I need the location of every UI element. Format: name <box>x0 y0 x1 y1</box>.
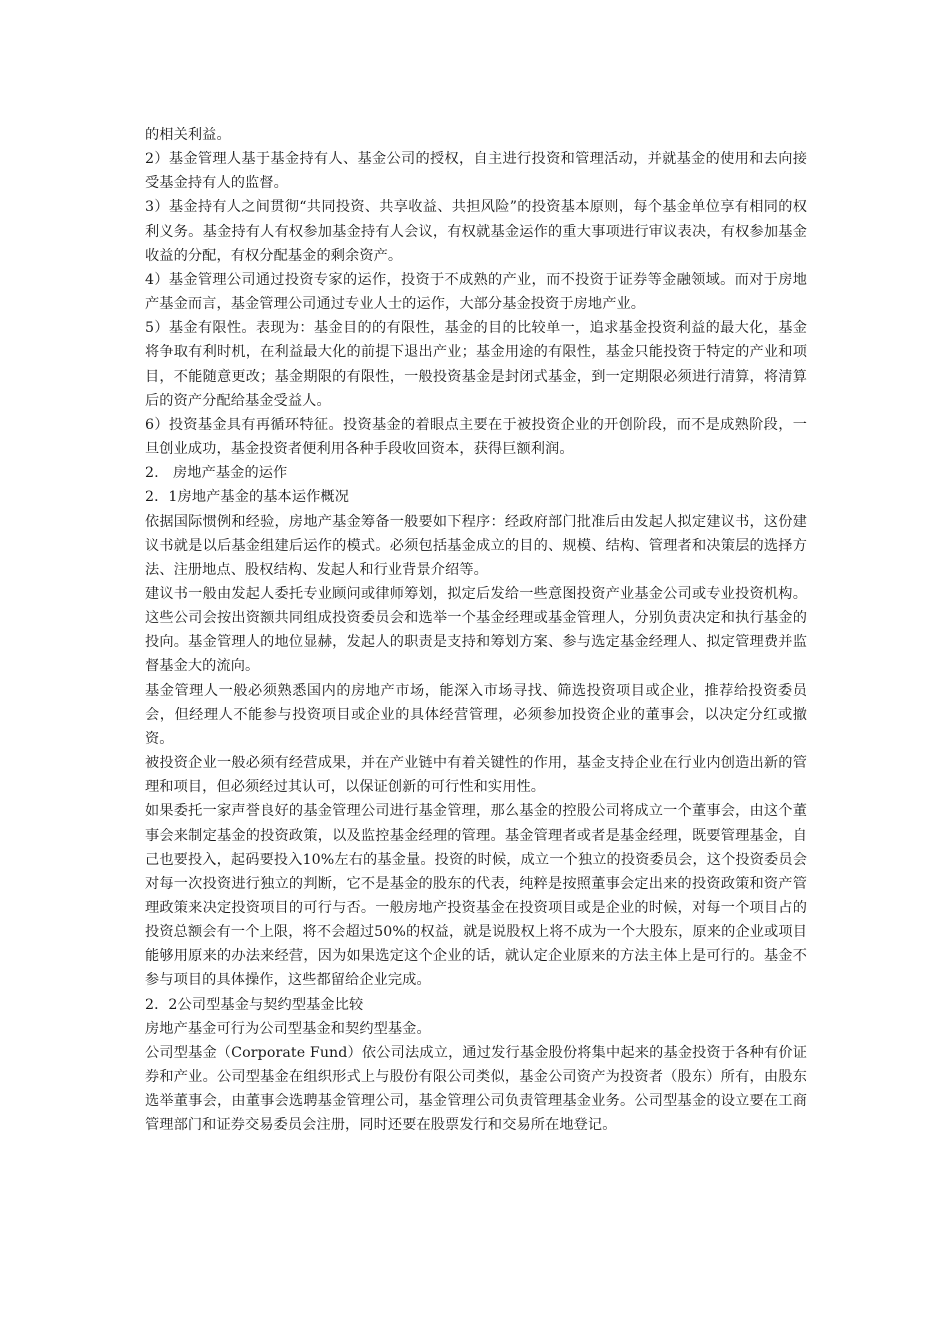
paragraph-item-2: 2）基金管理人基于基金持有人、基金公司的授权，自主进行投资和管理活动，并就基金的使用和去向接受基金持有人的监督。 <box>145 151 807 192</box>
paragraph-continuation: 的相关利益。 <box>145 127 231 143</box>
paragraph-item-3: 3）基金持有人之间贯彻“共同投资、共享收益、共担风险”的投资基本原则，每个基金单位享有相同的权利义务。基金持有人有权参加基金持有人会议，有权就基金运作的重大事项进行审议表决，有权参加基金收益的分配，有权分配基金的剩余资产。 <box>145 199 807 264</box>
paragraph-corporate-fund: 公司型基金（Corporate Fund）依公司法成立，通过发行基金股份将集中起来的基金投资于各种有价证券和产业。公司型基金在组织形式上与股份有限公司类似，基金公司资产为投资者（股东）所有，由股东选举董事会，由董事会选聘基金管理公司，基金管理公司负责管理基金业务。公司型基金的设立要在工商管理部门和证券交易委员会注册，同时还要在股票发行和交易所在地登记。 <box>145 1044 807 1134</box>
document-body <box>145 123 807 1138</box>
paragraph-procedure: 依据国际惯例和经验，房地产基金筹备一般要如下程序：经政府部门批准后由发起人拟定建议书，这份建议书就是以后基金组建后运作的模式。必须包括基金成立的目的、规模、结构、管理者和决策层的选择方法、注册地点、股权结构、发起人和行业背景介绍等。 <box>145 513 807 578</box>
paragraph-item-6: 6）投资基金具有再循环特征。投资基金的着眼点主要在于被投资企业的开创阶段，而不是成熟阶段，一旦创业成功，基金投资者便利用各种手段收回资本，获得巨额利润。 <box>145 416 807 458</box>
subsection-heading-2-2: 2．2公司型基金与契约型基金比较 <box>145 996 364 1013</box>
subsection-heading-2-1: 2．1房地产基金的基本运作概况 <box>145 489 349 506</box>
paragraph-proposal: 建议书一般由发起人委托专业顾问或律师筹划，拟定后发给一些意图投资产业基金公司或专业投资机构。这些公司会按出资额共同组成投资委员会和选举一个基金经理或基金管理人，分别负责决定和执行基金的投向。基金管理人的地位显赫，发起人的职责是支持和筹划方案、参与选定基金经理人、拟定管理费并监督基金大的流向。 <box>145 585 807 675</box>
paragraph-fund-types: 房地产基金可行为公司型基金和契约型基金。 <box>145 1020 431 1037</box>
paragraph-invested-enterprise: 被投资企业一般必须有经营成果，并在产业链中有着关键性的作用，基金支持企业在行业内创造出新的管理和项目，但必须经过其认可，以保证创新的可行性和实用性。 <box>145 755 807 796</box>
paragraph-fund-manager: 基金管理人一般必须熟悉国内的房地产市场，能深入市场寻找、筛选投资项目或企业，推荐给投资委员会，但经理人不能参与投资项目或企业的具体经营管理，必须参加投资企业的董事会，以决定分红或撤资。 <box>145 682 807 747</box>
paragraph-management-company: 如果委托一家声誉良好的基金管理公司进行基金管理，那么基金的控股公司将成立一个董事会，由这个董事会来制定基金的投资政策，以及监控基金经理的管理。基金管理者或者是基金经理，既要管理基金，自己也要投入，起码要投入10%左右的基金量。投资的时候，成立一个独立的投资委员会，这个投资委员会对每一次投资进行独立的判断，它不是基金的股东的代表，纯粹是按照董事会定出来的投资政策和资产管理政策来决定投资项目的可行与否。一般房地产投资基金在投资项目或是企业的时候，对每一个项目占的投资总额会有一个上限，将不会超过50%的权益，就是说股权上将不成为一个大股东，原来的企业或项目能够用原来的办法来经营，因为如果选定这个企业的话，就认定企业原来的方法主体上是可行的。基金不参与项目的具体操作，这些都留给企业完成。 <box>145 803 807 989</box>
paragraph-item-4: 4）基金管理公司通过投资专家的运作，投资于不成熟的产业，而不投资于证券等金融领域。而对于房地产基金而言，基金管理公司通过专业人士的运作，大部分基金投资于房地产业。 <box>145 271 807 313</box>
section-heading-2: 2. 房地产基金的运作 <box>145 465 288 482</box>
paragraph-item-5: 5）基金有限性。表现为：基金目的的有限性，基金的目的比较单一，追求基金投资利益的最大化，基金将争取有利时机，在利益最大化的前提下退出产业；基金用途的有限性，基金只能投资于特定的产业和项目，不能随意更改；基金期限的有限性，一般投资基金是封闭式基金，到一定期限必须进行清算，将清算后的资产分配给基金受益人。 <box>145 320 807 409</box>
